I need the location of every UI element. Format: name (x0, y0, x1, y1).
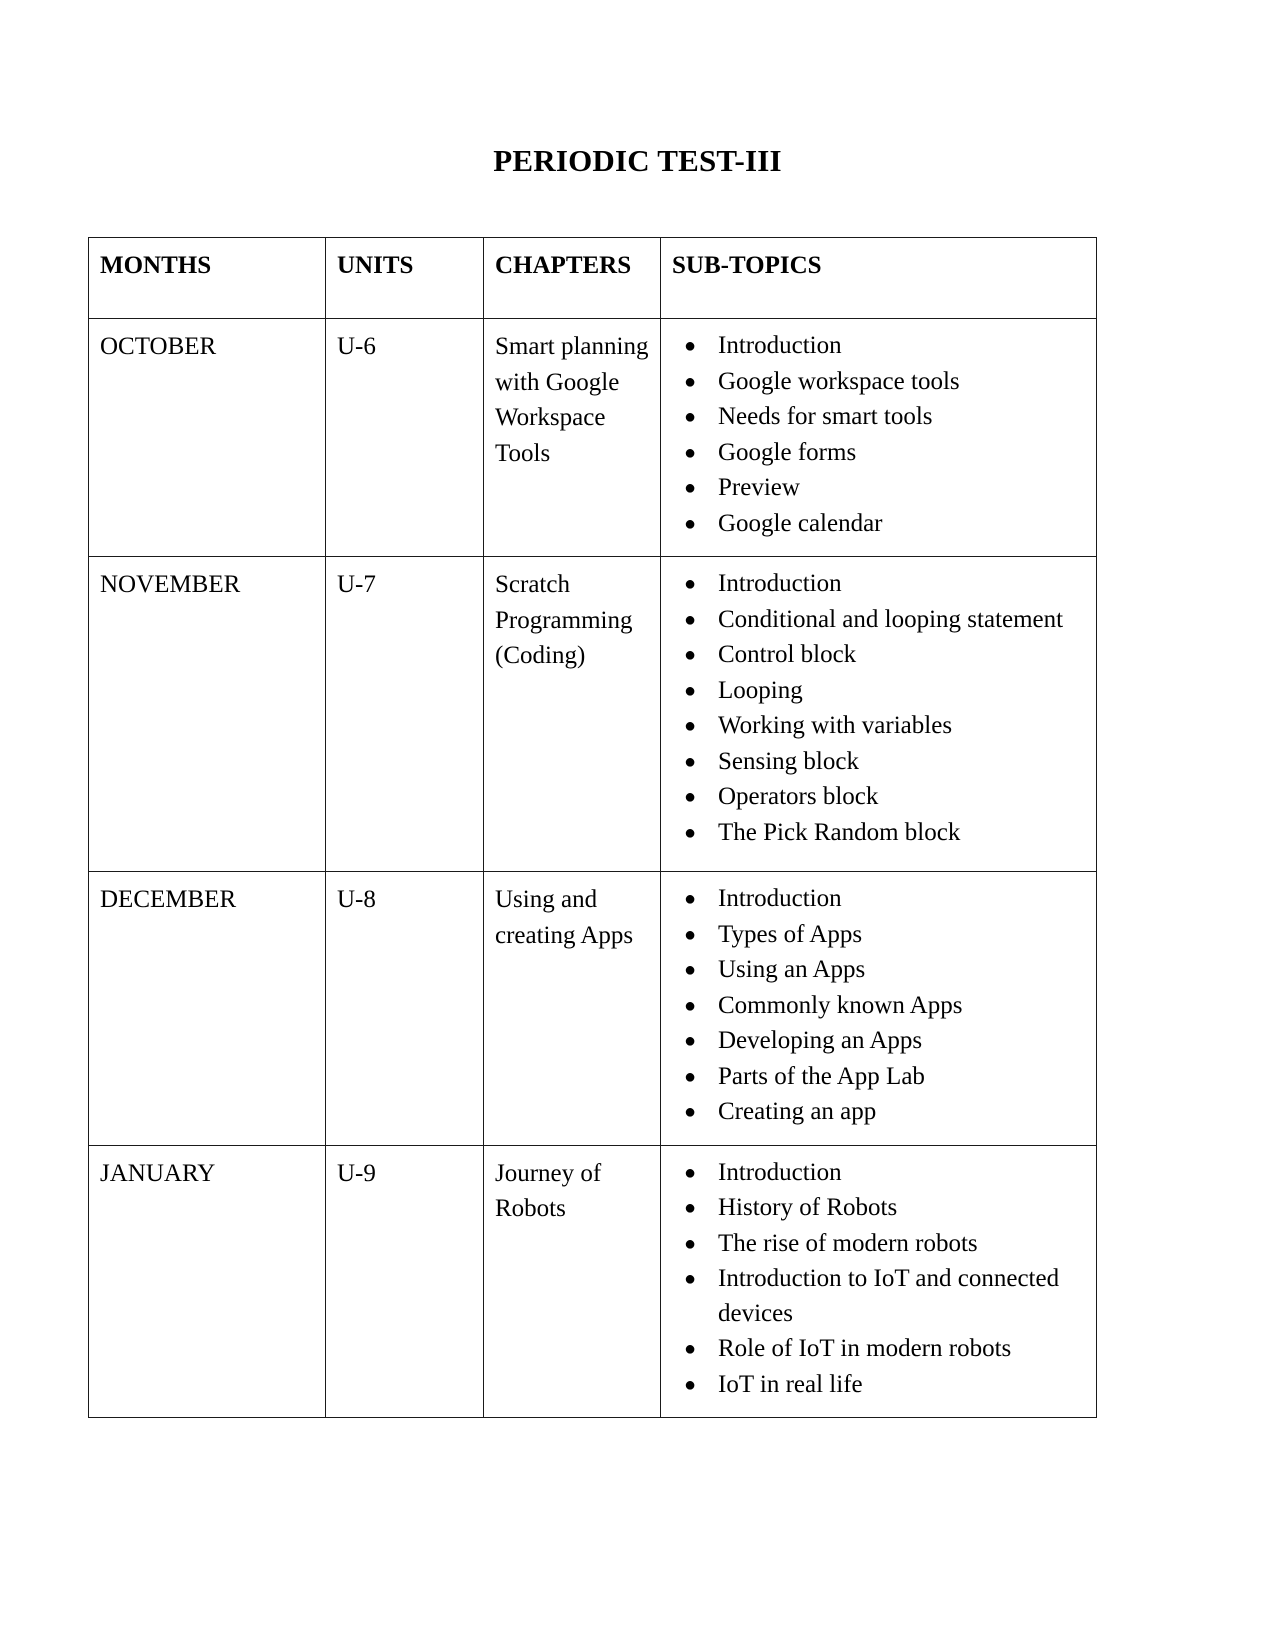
syllabus-table-container (0, 237, 1275, 1418)
subtopic-label: Creating an app (718, 1098, 877, 1126)
column-header-units: UNITS (326, 238, 484, 319)
bullet-icon: ● (684, 750, 697, 773)
cell-subtopics (661, 872, 1097, 1146)
cell-month: JANUARY (89, 1145, 326, 1418)
subtopic-label: Introduction (718, 332, 842, 360)
subtopic-label: Control block (718, 641, 857, 669)
bullet-icon: ● (684, 406, 697, 429)
cell-subtopics (661, 319, 1097, 557)
cell-chapter: Journey of Robots (484, 1145, 661, 1418)
bullet-icon: ● (684, 1065, 697, 1088)
subtopic-label: Using an Apps (718, 956, 866, 984)
subtopic-list-item (672, 882, 1086, 917)
subtopic-list-item (672, 1191, 1086, 1226)
subtopic-list-item (672, 567, 1086, 602)
table-body (89, 319, 1097, 1418)
bullet-icon: ● (684, 477, 697, 500)
subtopic-label: The Pick Random block (718, 818, 961, 846)
subtopic-list-item (672, 365, 1086, 400)
subtopic-list-item (672, 638, 1086, 673)
cell-unit: U-9 (326, 1145, 484, 1418)
table-row (89, 557, 1097, 872)
bullet-icon: ● (684, 786, 697, 809)
bullet-icon: ● (684, 888, 697, 911)
subtopic-list-item (672, 918, 1086, 953)
subtopic-label: Parts of the App Lab (718, 1062, 925, 1090)
cell-subtopics (661, 1145, 1097, 1418)
subtopic-label: The rise of modern robots (718, 1229, 978, 1257)
subtopic-list-item (672, 780, 1086, 815)
bullet-icon: ● (684, 1338, 697, 1361)
subtopic-list (672, 882, 1086, 1130)
bullet-icon: ● (684, 1268, 697, 1291)
subtopic-list-item (672, 1227, 1086, 1262)
bullet-icon: ● (684, 1161, 697, 1184)
cell-subtopics (661, 557, 1097, 872)
subtopic-list-item (672, 1095, 1086, 1130)
subtopic-list-item (672, 329, 1086, 364)
subtopic-label: Introduction (718, 570, 842, 598)
cell-month: OCTOBER (89, 319, 326, 557)
subtopic-list-item (672, 1156, 1086, 1191)
subtopic-list-item (672, 603, 1086, 638)
subtopic-label: Google forms (718, 438, 857, 466)
subtopic-label: Preview (718, 474, 800, 502)
cell-month: DECEMBER (89, 872, 326, 1146)
bullet-icon: ● (684, 335, 697, 358)
subtopic-label: Sensing block (718, 747, 859, 775)
subtopic-list-item (672, 436, 1086, 471)
bullet-icon: ● (684, 608, 697, 631)
subtopic-list (672, 1156, 1086, 1403)
subtopic-label: Commonly known Apps (718, 991, 963, 1019)
subtopic-list (672, 567, 1086, 850)
subtopic-label: History of Robots (718, 1194, 898, 1222)
subtopic-list-item (672, 816, 1086, 851)
subtopic-list-item (672, 1262, 1086, 1331)
bullet-icon: ● (684, 512, 697, 535)
subtopic-list-item (672, 1368, 1086, 1403)
table-row (89, 872, 1097, 1146)
bullet-icon: ● (684, 1197, 697, 1220)
subtopic-list-item (672, 709, 1086, 744)
bullet-icon: ● (684, 821, 697, 844)
subtopic-list-item (672, 989, 1086, 1024)
subtopic-label: Working with variables (718, 712, 953, 740)
cell-unit: U-8 (326, 872, 484, 1146)
subtopic-label: Types of Apps (718, 920, 863, 948)
subtopic-label: IoT in real life (718, 1370, 863, 1398)
page-title: PERIODIC TEST-III (493, 143, 782, 178)
syllabus-table (88, 237, 1097, 1418)
bullet-icon: ● (684, 994, 697, 1017)
column-header-months: MONTHS (89, 238, 326, 319)
column-header-chapters: CHAPTERS (484, 238, 661, 319)
bullet-icon: ● (684, 923, 697, 946)
cell-chapter: Scratch Programming (Coding) (484, 557, 661, 872)
subtopic-label: Role of IoT in modern robots (718, 1335, 1012, 1363)
cell-unit: U-6 (326, 319, 484, 557)
subtopic-label: Google workspace tools (718, 367, 960, 395)
bullet-icon: ● (684, 1373, 697, 1396)
cell-unit: U-7 (326, 557, 484, 872)
subtopic-list-item (672, 1024, 1086, 1059)
subtopic-label: Introduction (718, 1158, 842, 1186)
table-header (89, 238, 1097, 319)
subtopic-list-item (672, 507, 1086, 542)
subtopic-label: Conditional and looping statement (718, 605, 1064, 633)
cell-chapter: Using and creating Apps (484, 872, 661, 1146)
subtopic-label: Developing an Apps (718, 1027, 923, 1055)
table-row (89, 1145, 1097, 1418)
column-header-subtopics: SUB-TOPICS (661, 238, 1097, 319)
subtopic-label: Needs for smart tools (718, 403, 933, 431)
bullet-icon: ● (684, 1030, 697, 1053)
bullet-icon: ● (684, 370, 697, 393)
subtopic-label: Google calendar (718, 509, 883, 537)
subtopic-label: Introduction (718, 885, 842, 913)
bullet-icon: ● (684, 1232, 697, 1255)
bullet-icon: ● (684, 441, 697, 464)
subtopic-label: Introduction to IoT and connected devices (718, 1265, 1060, 1327)
subtopic-list (672, 329, 1086, 541)
subtopic-list-item (672, 400, 1086, 435)
subtopic-list-item (672, 953, 1086, 988)
bullet-icon: ● (684, 715, 697, 738)
subtopic-label: Operators block (718, 783, 879, 811)
subtopic-list-item (672, 745, 1086, 780)
subtopic-list-item (672, 1060, 1086, 1095)
subtopic-list-item (672, 471, 1086, 506)
cell-chapter: Smart planning with Google Workspace Tools (484, 319, 661, 557)
bullet-icon: ● (684, 959, 697, 982)
bullet-icon: ● (684, 1101, 697, 1124)
subtopic-label: Looping (718, 676, 803, 704)
bullet-icon: ● (684, 573, 697, 596)
table-row (89, 319, 1097, 557)
subtopic-list-item (672, 1332, 1086, 1367)
bullet-icon: ● (684, 644, 697, 667)
bullet-icon: ● (684, 679, 697, 702)
cell-month: NOVEMBER (89, 557, 326, 872)
table-header-row (89, 238, 1097, 319)
subtopic-list-item (672, 674, 1086, 709)
